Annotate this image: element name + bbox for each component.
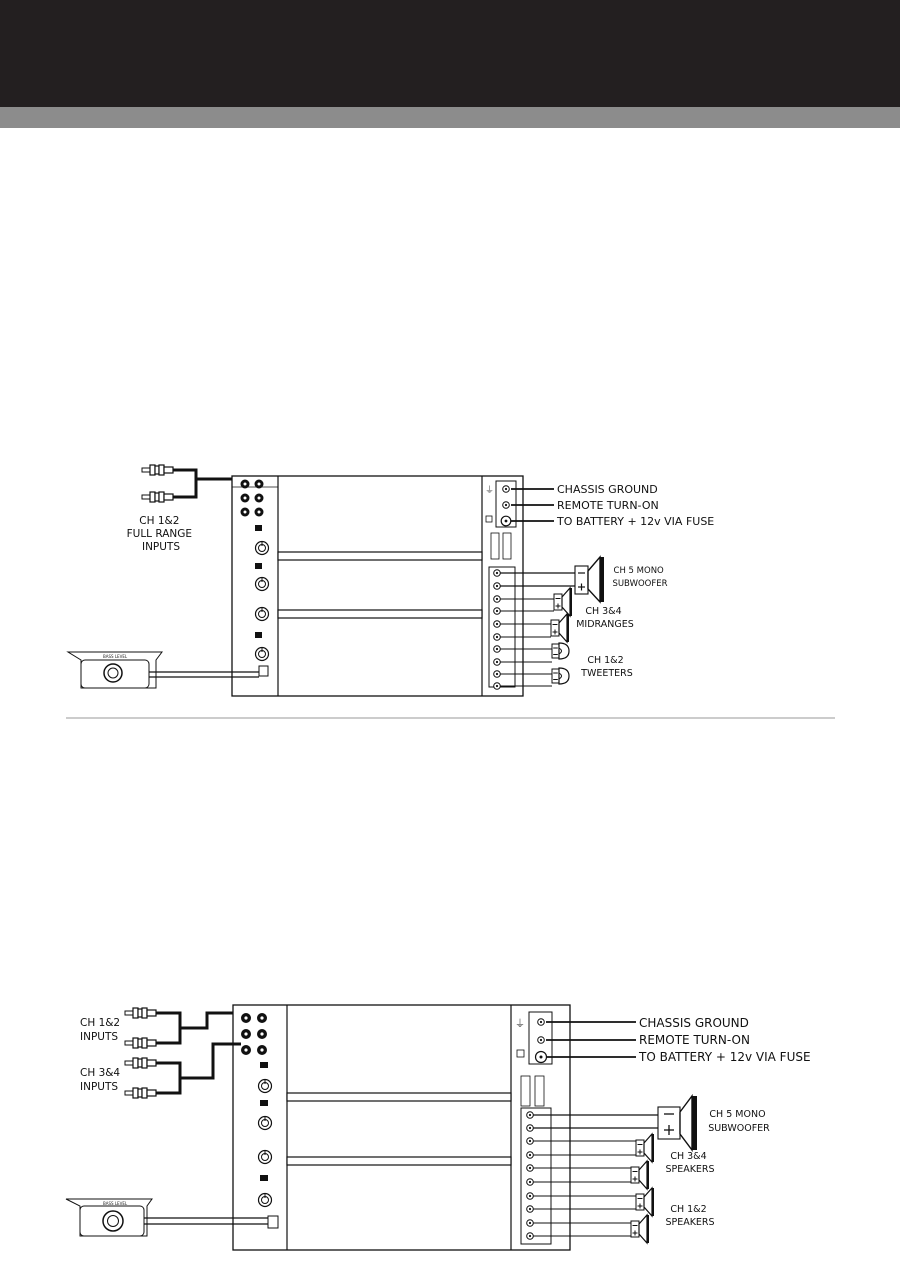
label-battery: TO BATTERY + 12v VIA FUSE: [557, 515, 715, 528]
label-tweeters: CH 1&2 TWEETERS: [581, 655, 633, 679]
diagram-multi-input: [66, 1005, 811, 1250]
diagram-full-range: [68, 465, 714, 696]
midrange-speaker-icon: [551, 614, 569, 642]
remote-bass-knob: [68, 652, 259, 688]
speaker-icon: [636, 1188, 654, 1216]
tweeter-icon: [552, 643, 569, 659]
label-subwoofer: CH 5 MONO SUBWOOFER: [612, 566, 668, 589]
label-inputs-ch34: CH 3&4 INPUTS: [80, 1067, 121, 1093]
label-inputs-ch12: CH 1&2 INPUTS: [80, 1017, 121, 1043]
label-subwoofer: CH 5 MONO SUBWOOFER: [708, 1109, 770, 1134]
amp-body: [233, 1005, 570, 1250]
label-chassis-ground: CHASSIS GROUND: [639, 1016, 749, 1030]
amp-body: [232, 476, 523, 696]
remote-label: BASS LEVEL: [103, 654, 128, 659]
speaker-icon: [636, 1134, 654, 1162]
label-battery: TO BATTERY + 12v VIA FUSE: [639, 1050, 811, 1064]
label-speakers-ch34: CH 3&4 SPEAKERS: [665, 1151, 715, 1175]
tweeter-icon: [552, 668, 569, 684]
svg-text:⏚: ⏚: [515, 1019, 525, 1030]
speaker-terminals: [489, 567, 515, 687]
label-remote-turn-on: REMOTE TURN-ON: [557, 499, 659, 512]
midrange-speaker-icon: [554, 588, 572, 616]
svg-text:⏚: ⏚: [485, 486, 495, 496]
input-label: CH 1&2 FULL RANGE INPUTS: [126, 515, 193, 553]
label-chassis-ground: CHASSIS GROUND: [557, 483, 658, 496]
remote-label: BASS LEVEL: [103, 1201, 128, 1206]
label-remote-turn-on: REMOTE TURN-ON: [639, 1033, 750, 1047]
speaker-icon: [631, 1215, 649, 1243]
label-midranges: CH 3&4 MIDRANGES: [576, 606, 634, 630]
label-speakers-ch12: CH 1&2 SPEAKERS: [665, 1204, 715, 1228]
speaker-icon: [631, 1161, 649, 1189]
